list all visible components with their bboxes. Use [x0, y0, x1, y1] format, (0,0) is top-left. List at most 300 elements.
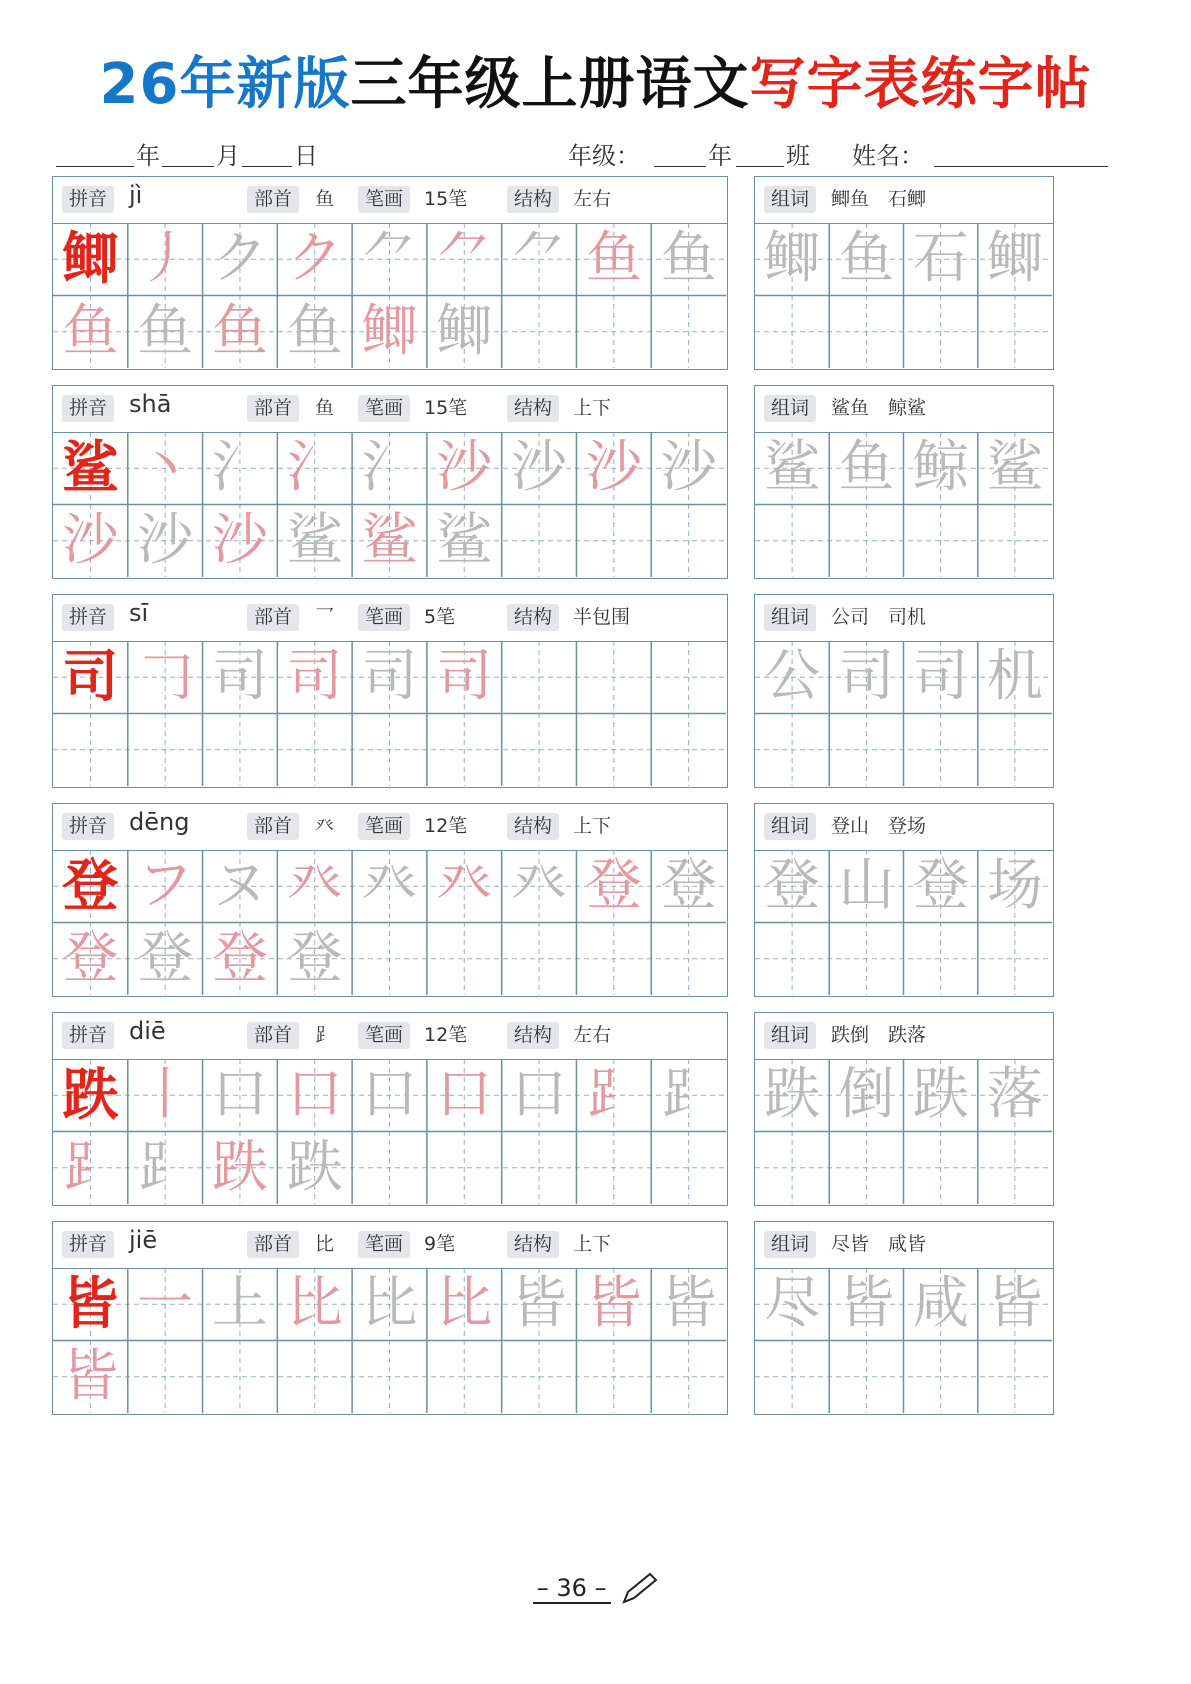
title-part-red: 写字表练字帖	[749, 52, 1092, 117]
strokes-label: 笔画	[358, 604, 410, 631]
pinyin-label: 拼音	[62, 186, 114, 213]
pinyin-value: jì	[129, 181, 143, 209]
cell-glyph: 司	[211, 644, 268, 710]
pinyin-label: 拼音	[62, 1231, 114, 1258]
cell-glyph: 口	[211, 1062, 268, 1128]
stroke-step[interactable]	[576, 223, 651, 296]
cell-glyph: 皆	[62, 1343, 119, 1409]
cell-glyph: 比	[286, 1271, 343, 1337]
cell-glyph: 皆	[511, 1271, 568, 1337]
page-title	[0, 40, 1191, 120]
page-footer	[0, 1572, 1191, 1606]
cell-glyph: 鱼	[62, 298, 119, 364]
cell-glyph: 登	[912, 853, 969, 919]
words-label: 组词	[764, 813, 816, 840]
stroke-step[interactable]	[53, 505, 128, 578]
cell-glyph: 登	[660, 853, 717, 919]
radical-value: 癶	[315, 815, 335, 837]
words-label: 组词	[764, 186, 816, 213]
radical-value: 比	[315, 1233, 335, 1255]
cell-glyph: 氵	[211, 435, 268, 501]
stroke-step[interactable]	[576, 850, 651, 923]
stroke-step[interactable]	[128, 223, 203, 296]
cell-glyph: 登	[211, 925, 268, 991]
structure-label: 结构	[507, 604, 559, 631]
char-info-header	[53, 386, 727, 433]
stroke-step[interactable]	[576, 1059, 651, 1132]
word-grid	[755, 1268, 1053, 1414]
cell-glyph: 鲫	[436, 298, 493, 364]
words-header	[755, 177, 1053, 224]
strokes-label: 笔画	[358, 1231, 410, 1258]
stroke-step[interactable]	[203, 505, 278, 578]
word-trace-cell[interactable]	[829, 641, 903, 714]
cell-glyph: 司	[361, 644, 418, 710]
stroke-step[interactable]	[427, 1268, 502, 1341]
char-practice-panel	[52, 1221, 728, 1415]
cell-glyph: 倒	[838, 1062, 895, 1128]
title-part-black: 三年级上册语文	[350, 52, 750, 117]
stroke-step[interactable]	[427, 850, 502, 923]
cell-glyph: 鱼	[286, 298, 343, 364]
strokes-value: 9笔	[424, 1233, 456, 1255]
structure-value: 左右	[573, 188, 612, 210]
cell-glyph: 司	[436, 644, 493, 710]
cell-glyph: 尽	[764, 1271, 821, 1337]
cell-glyph: 癶	[511, 853, 568, 919]
cell-glyph: 鲫	[62, 226, 119, 293]
model-character[interactable]	[53, 432, 128, 505]
stroke-step[interactable]	[277, 296, 352, 369]
word-trace-cell[interactable]	[755, 432, 829, 505]
word-trace-cell[interactable]	[829, 432, 903, 505]
cell-glyph: ヌ	[211, 853, 268, 919]
stroke-step[interactable]	[651, 1059, 726, 1132]
stroke-step[interactable]	[427, 641, 502, 714]
stroke-step[interactable]	[128, 505, 203, 578]
stroke-step[interactable]	[128, 432, 203, 505]
cell-glyph: 鱼	[838, 435, 895, 501]
cell-glyph: 口	[361, 1062, 418, 1128]
year-label: 年	[136, 142, 160, 170]
word-trace-cell[interactable]	[755, 1059, 829, 1132]
pinyin-label: 拼音	[62, 604, 114, 631]
cell-glyph: 登	[286, 925, 343, 991]
cell-glyph: 鲫	[361, 298, 418, 364]
cell-glyph: 登	[62, 925, 119, 991]
stroke-step[interactable]	[427, 296, 502, 369]
cell-glyph: 鲨	[286, 507, 343, 573]
strokes-value: 5笔	[424, 606, 456, 628]
stroke-step[interactable]	[277, 223, 352, 296]
cell-glyph: 沙	[660, 435, 717, 501]
structure-label: 结构	[507, 186, 559, 213]
cell-glyph: 癶	[436, 853, 493, 919]
word-trace-cell[interactable]	[829, 1059, 903, 1132]
stroke-step[interactable]	[352, 850, 427, 923]
char-practice-panel	[52, 385, 728, 579]
cell-glyph: 鱼	[838, 226, 895, 292]
stroke-step[interactable]	[502, 223, 577, 296]
stroke-step[interactable]	[203, 432, 278, 505]
words-value: 公司 司机	[831, 606, 927, 628]
cell-glyph: 一	[137, 1271, 194, 1337]
cell-glyph: 场	[986, 853, 1043, 919]
word-trace-cell[interactable]	[978, 223, 1052, 296]
cell-glyph: 登	[585, 853, 642, 919]
char-info-header	[53, 804, 727, 851]
stroke-step[interactable]	[651, 1268, 726, 1341]
cell-glyph: ⻊	[660, 1062, 717, 1128]
word-trace-cell[interactable]	[829, 223, 903, 296]
grade-blank[interactable]	[654, 166, 706, 167]
cell-glyph: ク	[211, 226, 268, 292]
pen-icon	[618, 1572, 658, 1606]
cell-glyph: 公	[764, 644, 821, 710]
radical-value: ⻊	[315, 1024, 335, 1046]
word-grid	[755, 1059, 1053, 1205]
stroke-step[interactable]	[576, 432, 651, 505]
cell-glyph: 登	[764, 853, 821, 919]
cell-glyph: 鲨	[62, 435, 119, 502]
words-label: 组词	[764, 1231, 816, 1258]
structure-label: 结构	[507, 813, 559, 840]
strokes-label: 笔画	[358, 1022, 410, 1049]
class-label: 班	[786, 142, 810, 170]
day-label: 日	[294, 142, 318, 170]
practice-grid	[53, 1059, 727, 1205]
cell-glyph: 皆	[838, 1271, 895, 1337]
word-trace-cell[interactable]	[755, 641, 829, 714]
cell-glyph: 鱼	[211, 298, 268, 364]
cell-glyph: 鱼	[585, 226, 642, 292]
stroke-step[interactable]	[277, 1059, 352, 1132]
word-trace-cell[interactable]	[904, 1268, 978, 1341]
words-value: 跌倒 跌落	[831, 1024, 927, 1046]
pinyin-value: diē	[129, 1017, 166, 1045]
word-grid	[755, 641, 1053, 787]
cell-glyph: 沙	[585, 435, 642, 501]
cell-glyph: 落	[986, 1062, 1043, 1128]
stroke-step[interactable]	[53, 1132, 128, 1205]
cell-glyph: 比	[436, 1271, 493, 1337]
stroke-step[interactable]	[352, 1059, 427, 1132]
radical-label: 部首	[247, 813, 299, 840]
words-label: 组词	[764, 604, 816, 631]
stroke-step[interactable]	[277, 641, 352, 714]
words-header	[755, 1222, 1053, 1269]
cell-glyph: 癶	[286, 853, 343, 919]
model-character[interactable]	[53, 641, 128, 714]
words-value: 鲨鱼 鲸鲨	[831, 397, 927, 419]
word-trace-cell[interactable]	[978, 1059, 1052, 1132]
word-practice-panel	[754, 176, 1054, 370]
day-blank[interactable]	[242, 166, 292, 167]
stroke-step[interactable]	[203, 1132, 278, 1205]
cell-glyph: 鲨	[986, 435, 1043, 501]
stroke-step[interactable]	[651, 223, 726, 296]
stroke-step[interactable]	[277, 432, 352, 505]
stroke-step[interactable]	[53, 923, 128, 996]
cell-glyph: 沙	[62, 507, 119, 573]
radical-value: 鱼	[315, 188, 335, 210]
char-info-header	[53, 1013, 727, 1060]
model-character[interactable]	[53, 1059, 128, 1132]
word-trace-cell[interactable]	[904, 223, 978, 296]
radical-label: 部首	[247, 395, 299, 422]
cell-glyph: 沙	[436, 435, 493, 501]
cell-glyph: 咸	[912, 1271, 969, 1337]
char-practice-panel	[52, 176, 728, 370]
word-trace-cell[interactable]	[978, 641, 1052, 714]
word-trace-cell[interactable]	[904, 1059, 978, 1132]
grade-year-label: 年	[708, 142, 732, 170]
char-info-header	[53, 1222, 727, 1269]
word-trace-cell[interactable]	[978, 850, 1052, 923]
cell-glyph: ⺈	[361, 226, 418, 292]
word-grid	[755, 432, 1053, 578]
cell-glyph: 登	[62, 853, 119, 920]
stroke-step[interactable]	[128, 1059, 203, 1132]
cell-glyph: ⺈	[436, 226, 493, 292]
cell-glyph: 机	[986, 644, 1043, 710]
cell-glyph: ク	[286, 226, 343, 292]
stroke-step[interactable]	[576, 1268, 651, 1341]
words-header	[755, 595, 1053, 642]
cell-glyph: 跌	[286, 1134, 343, 1200]
cell-glyph: 跌	[912, 1062, 969, 1128]
cell-glyph: 皆	[585, 1271, 642, 1337]
stroke-step[interactable]	[277, 850, 352, 923]
stroke-step[interactable]	[352, 505, 427, 578]
word-practice-panel	[754, 1221, 1054, 1415]
stroke-step[interactable]	[277, 923, 352, 996]
strokes-value: 12笔	[424, 815, 468, 837]
cell-glyph: 鲫	[986, 226, 1043, 292]
cell-glyph: 口	[511, 1062, 568, 1128]
pinyin-value: jiē	[129, 1226, 158, 1254]
cell-glyph: ⺈	[511, 226, 568, 292]
word-trace-cell[interactable]	[755, 223, 829, 296]
strokes-label: 笔画	[358, 813, 410, 840]
cell-glyph: 沙	[511, 435, 568, 501]
stroke-step[interactable]	[277, 1132, 352, 1205]
cell-glyph: 司	[838, 644, 895, 710]
practice-grid	[53, 223, 727, 369]
cell-glyph: 司	[912, 644, 969, 710]
cell-glyph: 比	[361, 1271, 418, 1337]
stroke-step[interactable]	[502, 1059, 577, 1132]
cell-glyph: 鲨	[361, 507, 418, 573]
word-grid	[755, 850, 1053, 996]
stroke-step[interactable]	[651, 850, 726, 923]
model-character[interactable]	[53, 1268, 128, 1341]
char-practice-panel	[52, 594, 728, 788]
stroke-step[interactable]	[53, 296, 128, 369]
stroke-step[interactable]	[277, 505, 352, 578]
char-info-header	[53, 177, 727, 224]
stroke-step[interactable]	[203, 296, 278, 369]
stroke-step[interactable]	[277, 1268, 352, 1341]
word-practice-panel	[754, 385, 1054, 579]
char-practice-panel	[52, 803, 728, 997]
word-trace-cell[interactable]	[755, 1268, 829, 1341]
cell-glyph: 登	[137, 925, 194, 991]
radical-value: 鱼	[315, 397, 335, 419]
word-trace-cell[interactable]	[904, 850, 978, 923]
word-trace-cell[interactable]	[829, 850, 903, 923]
strokes-value: 15笔	[424, 188, 468, 210]
stroke-step[interactable]	[53, 1341, 128, 1414]
stroke-step[interactable]	[203, 1268, 278, 1341]
word-trace-cell[interactable]	[904, 641, 978, 714]
name-blank[interactable]	[934, 166, 1108, 167]
cell-glyph: 鱼	[660, 226, 717, 292]
word-trace-cell[interactable]	[978, 1268, 1052, 1341]
word-trace-cell[interactable]	[904, 432, 978, 505]
month-blank[interactable]	[162, 166, 214, 167]
cell-glyph: 皆	[986, 1271, 1043, 1337]
radical-label: 部首	[247, 186, 299, 213]
stroke-step[interactable]	[203, 223, 278, 296]
stroke-step[interactable]	[352, 296, 427, 369]
words-value: 登山 登场	[831, 815, 927, 837]
char-practice-panel	[52, 1012, 728, 1206]
word-trace-cell[interactable]	[978, 432, 1052, 505]
structure-value: 半包围	[573, 606, 631, 628]
model-character[interactable]	[53, 223, 128, 296]
cell-glyph: 鲨	[436, 507, 493, 573]
cell-glyph: 丨	[137, 1062, 194, 1128]
stroke-step[interactable]	[352, 1268, 427, 1341]
class-blank[interactable]	[736, 166, 784, 167]
stroke-step[interactable]	[427, 1059, 502, 1132]
words-label: 组词	[764, 395, 816, 422]
cell-glyph: 上	[211, 1271, 268, 1337]
word-trace-cell[interactable]	[755, 850, 829, 923]
cell-glyph: 山	[838, 853, 895, 919]
strokes-value: 15笔	[424, 397, 468, 419]
cell-glyph: 石	[912, 226, 969, 292]
radical-value: 乛	[315, 606, 335, 628]
cell-glyph: 口	[286, 1062, 343, 1128]
name-label: 姓名：	[852, 142, 924, 170]
radical-label: 部首	[247, 1231, 299, 1258]
cell-glyph: 司	[286, 644, 343, 710]
pinyin-value: shā	[129, 390, 172, 418]
stroke-step[interactable]	[352, 432, 427, 505]
stroke-step[interactable]	[128, 923, 203, 996]
stroke-step[interactable]	[427, 432, 502, 505]
cell-glyph: 皆	[660, 1271, 717, 1337]
cell-glyph: 𠃌	[137, 644, 194, 710]
stroke-step[interactable]	[128, 850, 203, 923]
cell-glyph: 丿	[137, 226, 194, 292]
strokes-label: 笔画	[358, 186, 410, 213]
cell-glyph: フ	[137, 853, 194, 919]
page-number: – 36 –	[533, 1574, 611, 1604]
title-part-blue: 26年新版	[99, 52, 351, 117]
stroke-step[interactable]	[502, 1268, 577, 1341]
radical-label: 部首	[247, 604, 299, 631]
practice-grid	[53, 1268, 727, 1414]
cell-glyph: 丶	[137, 435, 194, 501]
stroke-step[interactable]	[128, 641, 203, 714]
pinyin-label: 拼音	[62, 813, 114, 840]
structure-value: 上下	[573, 815, 612, 837]
cell-glyph: 皆	[62, 1271, 119, 1338]
stroke-step[interactable]	[352, 223, 427, 296]
word-grid	[755, 223, 1053, 369]
stroke-step[interactable]	[502, 850, 577, 923]
stroke-step[interactable]	[203, 1059, 278, 1132]
cell-glyph: 口	[436, 1062, 493, 1128]
cell-glyph: 鲫	[764, 226, 821, 292]
pinyin-value: dēng	[129, 808, 190, 836]
cell-glyph: 司	[62, 644, 119, 711]
stroke-step[interactable]	[128, 1268, 203, 1341]
practice-grid	[53, 641, 727, 787]
cell-glyph: 跌	[211, 1134, 268, 1200]
stroke-step[interactable]	[502, 432, 577, 505]
pinyin-label: 拼音	[62, 395, 114, 422]
words-label: 组词	[764, 1022, 816, 1049]
month-label: 月	[216, 142, 240, 170]
word-practice-panel	[754, 594, 1054, 788]
cell-glyph: ⻊	[585, 1062, 642, 1128]
cell-glyph: 鲨	[764, 435, 821, 501]
words-header	[755, 1013, 1053, 1060]
cell-glyph: 鲸	[912, 435, 969, 501]
stroke-step[interactable]	[203, 850, 278, 923]
structure-label: 结构	[507, 1231, 559, 1258]
year-blank[interactable]	[56, 166, 134, 167]
stroke-step[interactable]	[427, 505, 502, 578]
words-header	[755, 804, 1053, 851]
structure-value: 左右	[573, 1024, 612, 1046]
model-character[interactable]	[53, 850, 128, 923]
structure-label: 结构	[507, 1022, 559, 1049]
cell-glyph: 鱼	[137, 298, 194, 364]
strokes-label: 笔画	[358, 395, 410, 422]
cell-glyph: 沙	[211, 507, 268, 573]
date-line	[56, 136, 1136, 172]
pinyin-label: 拼音	[62, 1022, 114, 1049]
cell-glyph: 跌	[764, 1062, 821, 1128]
stroke-step[interactable]	[352, 641, 427, 714]
cell-glyph: 氵	[361, 435, 418, 501]
structure-label: 结构	[507, 395, 559, 422]
pinyin-value: sī	[129, 599, 149, 627]
practice-grid	[53, 850, 727, 996]
word-trace-cell[interactable]	[829, 1268, 903, 1341]
char-info-header	[53, 595, 727, 642]
stroke-step[interactable]	[427, 223, 502, 296]
stroke-step[interactable]	[203, 923, 278, 996]
cell-glyph: 沙	[137, 507, 194, 573]
word-practice-panel	[754, 803, 1054, 997]
practice-grid	[53, 432, 727, 578]
stroke-step[interactable]	[128, 296, 203, 369]
stroke-step[interactable]	[128, 1132, 203, 1205]
words-value: 鲫鱼 石鲫	[831, 188, 927, 210]
structure-value: 上下	[573, 397, 612, 419]
stroke-step[interactable]	[651, 432, 726, 505]
strokes-value: 12笔	[424, 1024, 468, 1046]
cell-glyph: 癶	[361, 853, 418, 919]
words-header	[755, 386, 1053, 433]
stroke-step[interactable]	[203, 641, 278, 714]
